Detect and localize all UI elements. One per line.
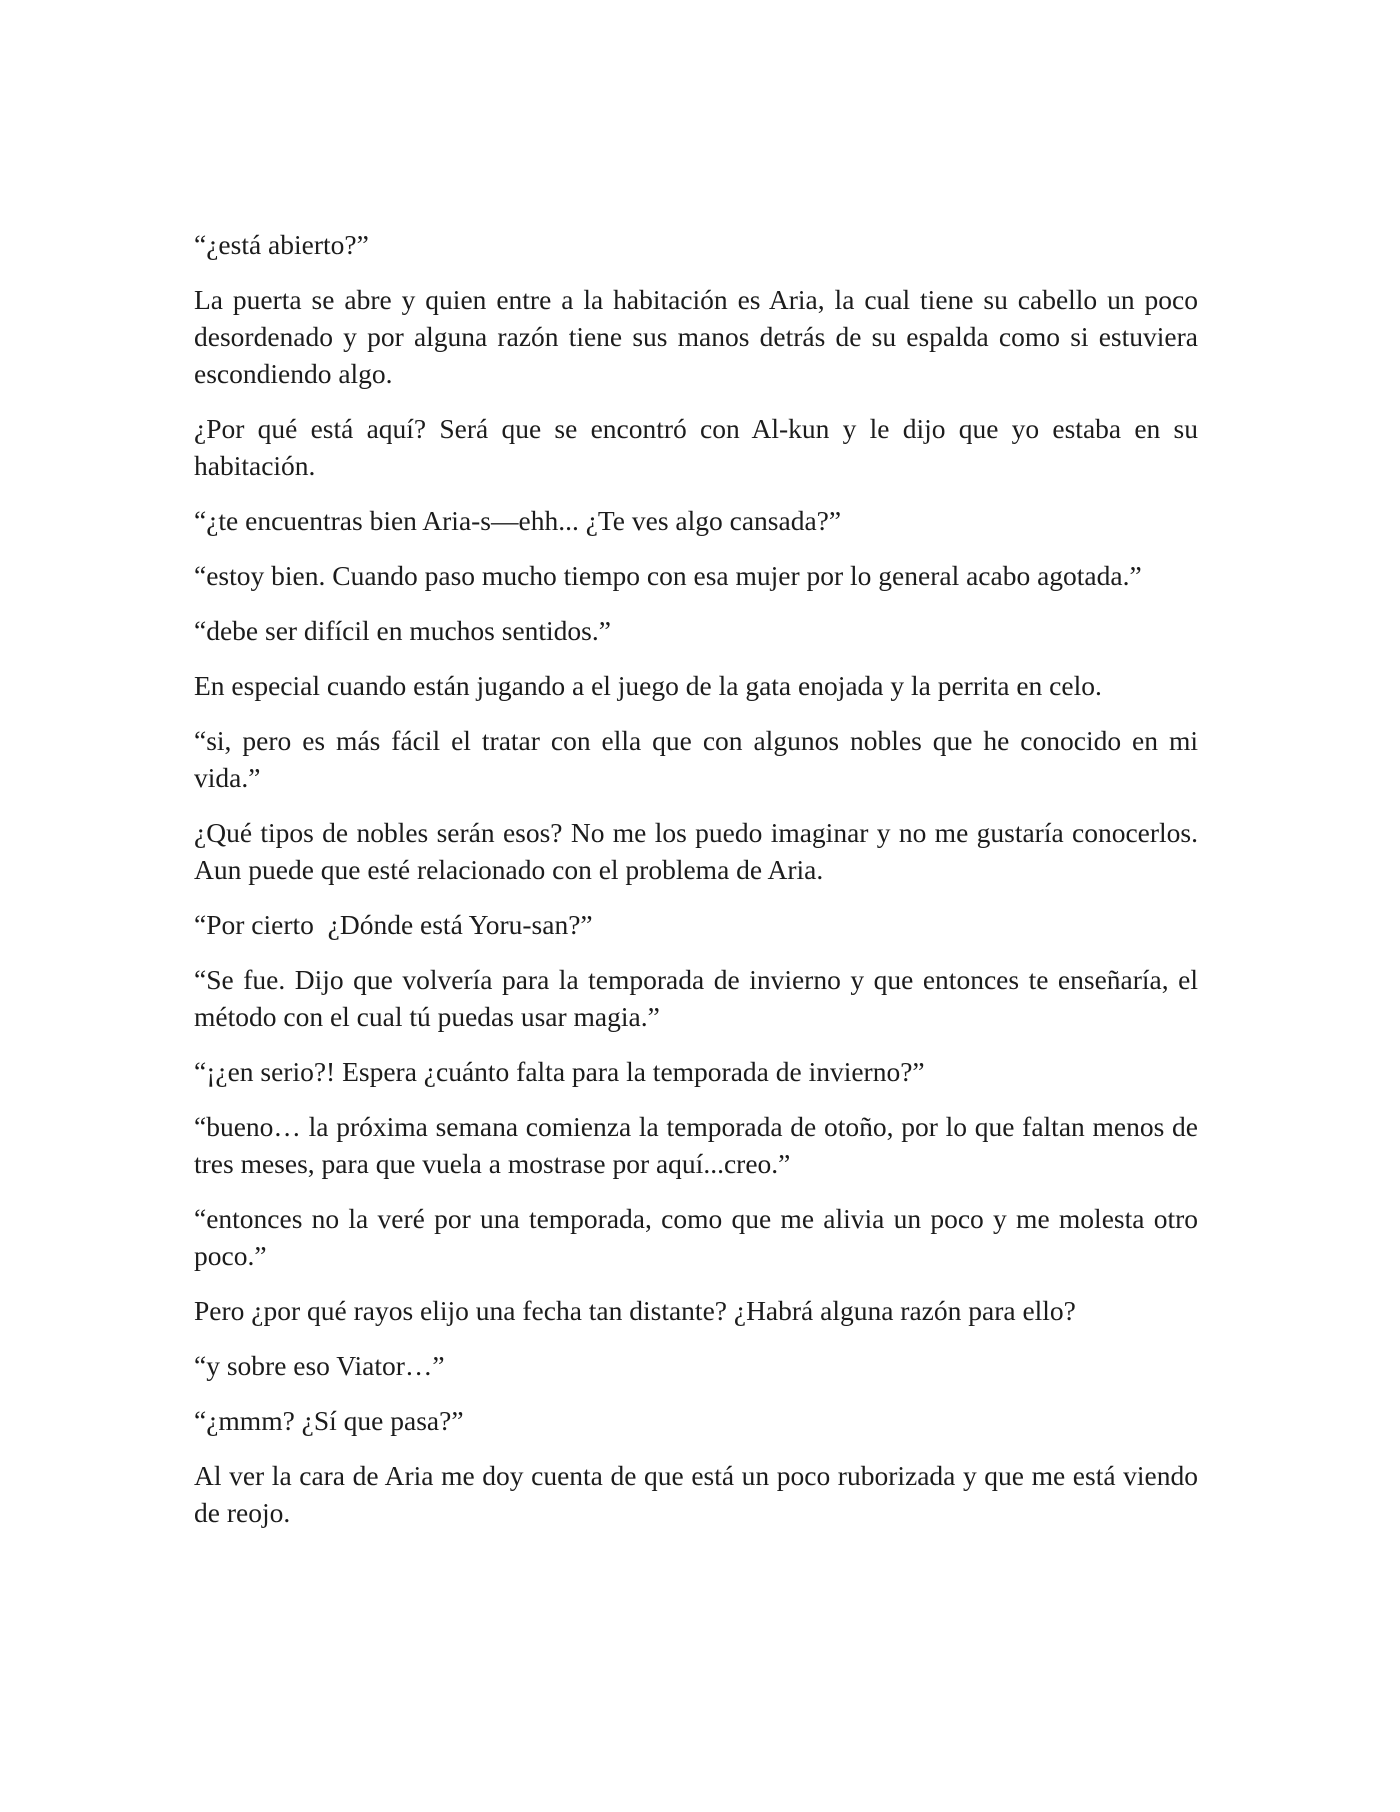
paragraph: “entonces no la veré por una temporada, como que me alivia un poco y me molesta otro poco.” [194,1203,1198,1271]
paragraph: “y sobre eso Viator…” [194,1350,445,1381]
paragraph: Al ver la cara de Aria me doy cuenta de que está un poco ruborizada y que me está viendo de reojo. [194,1460,1198,1528]
paragraph: La puerta se abre y quien entre a la habitación es Aria, la cual tiene su cabello un poco desordenado y por alguna razón tiene sus manos detrás de su espalda como si estuviera escondiendo algo. [194,284,1198,389]
paragraph: Pero ¿por qué rayos elijo una fecha tan distante? ¿Habrá alguna razón para ello? [194,1295,1076,1326]
paragraph: “Se fue. Dijo que volvería para la temporada de invierno y que entonces te enseñaría, el método con el cual tú puedas usar magia.” [194,964,1198,1032]
paragraph: “bueno… la próxima semana comienza la temporada de otoño, por lo que faltan menos de tres meses, para que vuela a mostrase por aquí...creo.” [194,1111,1198,1179]
page-text [194,226,1198,1549]
paragraph: “debe ser difícil en muchos sentidos.” [194,615,611,646]
paragraph: “Por cierto ¿Dónde está Yoru-san?” [194,909,593,940]
paragraph: “si, pero es más fácil el tratar con ella que con algunos nobles que he conocido en mi vida.” [194,725,1198,793]
paragraph: “¿está abierto?” [194,229,369,260]
paragraph: “estoy bien. Cuando paso mucho tiempo con esa mujer por lo general acabo agotada.” [194,560,1142,591]
paragraph: “¡¿en serio?! Espera ¿cuánto falta para la temporada de invierno?” [194,1056,925,1087]
paragraph: ¿Por qué está aquí? Será que se encontró con Al-kun y le dijo que yo estaba en su habitación. [194,413,1198,481]
paragraph: “¿mmm? ¿Sí que pasa?” [194,1405,464,1436]
paragraph: En especial cuando están jugando a el juego de la gata enojada y la perrita en celo. [194,670,1102,701]
paragraph: “¿te encuentras bien Aria-s—ehh... ¿Te ves algo cansada?” [194,505,842,536]
paragraph: ¿Qué tipos de nobles serán esos? No me los puedo imaginar y no me gustaría conocerlos. Aun puede que esté relacionado con el problema de Aria. [194,817,1198,885]
